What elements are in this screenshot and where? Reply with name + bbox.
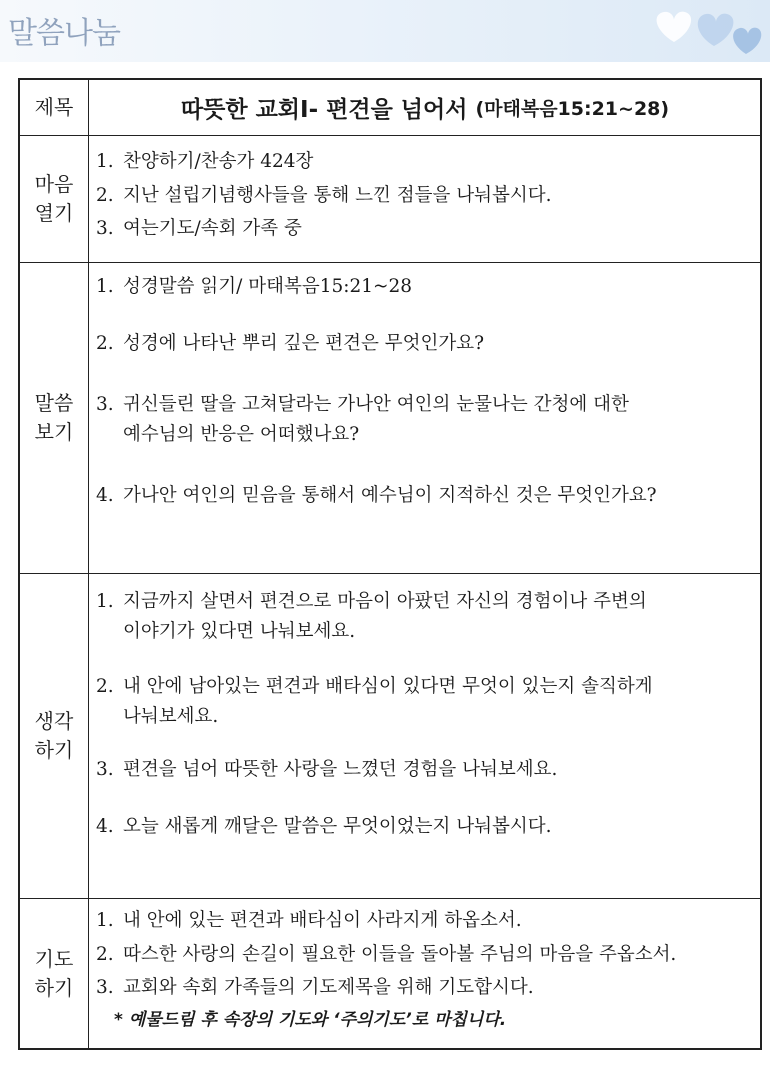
section-label: 말씀 보기: [20, 263, 89, 573]
list-item: 2. 내 안에 남아있는 편견과 배타심이 있다면 무엇이 있는지 솔직하게 나눠보세요.: [96, 676, 653, 727]
section-label: 기도 하기: [20, 899, 89, 1048]
discussion-table: [18, 78, 762, 1050]
hearts-decoration-icon: [644, 2, 764, 62]
list-item: 3. 교회와 속회 가족들의 기도제목을 위해 기도합시다.: [96, 977, 534, 998]
banner-title: 말씀나눔: [8, 16, 120, 51]
title-row: [20, 80, 760, 136]
list-item: 3. 편견을 넘어 따뜻한 사랑을 느꼈던 경험을 나눠보세요.: [96, 759, 558, 780]
list-item: 2. 성경에 나타난 뿌리 깊은 편견은 무엇인가요?: [96, 333, 485, 354]
title-row-label: 제목: [20, 80, 89, 135]
section-pray: [20, 899, 760, 1048]
list-item: 2. 지난 설립기념행사들을 통해 느낀 점들을 나눠봅시다.: [96, 185, 552, 206]
section-read-word: [20, 263, 760, 574]
list-item: 1. 내 안에 있는 편견과 배타심이 사라지게 하옵소서.: [96, 910, 522, 931]
list-item: 1. 성경말씀 읽기/ 마태복음15:21~28: [96, 276, 413, 297]
list-item: 1. 찬양하기/찬송가 424장: [96, 151, 314, 172]
section-label: 생각 하기: [20, 574, 89, 898]
section-reflect: [20, 574, 760, 899]
page-title: 따뜻한 교회Ⅰ- 편견을 넘어서: [180, 97, 468, 123]
list-item: 4. 오늘 새롭게 깨달은 말씀은 무엇이었는지 나눠봅시다.: [96, 816, 552, 837]
closing-note: * 예물드림 후 속장의 기도와 ‘주의기도’로 마칩니다.: [114, 1010, 507, 1030]
list-item: 4. 가나안 여인의 믿음을 통해서 예수님이 지적하신 것은 무엇인가요?: [96, 485, 657, 506]
list-item: 3. 여는기도/속회 가족 중: [96, 218, 302, 239]
list-item: 3. 귀신들린 딸을 고쳐달라는 가나안 여인의 눈물나는 간청에 대한 예수님의 반응은 어떠했나요?: [96, 394, 629, 445]
list-item: 1. 지금까지 살면서 편견으로 마음이 아팠던 자신의 경험이나 주변의 이야기가 있다면 나눠보세요.: [96, 591, 647, 642]
section-label: 마음 열기: [20, 136, 89, 262]
banner: [0, 0, 770, 62]
scripture-reference: (마태복음15:21~28): [475, 98, 670, 120]
section-open-heart: [20, 136, 760, 263]
list-item: 2. 따스한 사랑의 손길이 필요한 이들을 돌아볼 주님의 마음을 주옵소서.: [96, 944, 677, 965]
